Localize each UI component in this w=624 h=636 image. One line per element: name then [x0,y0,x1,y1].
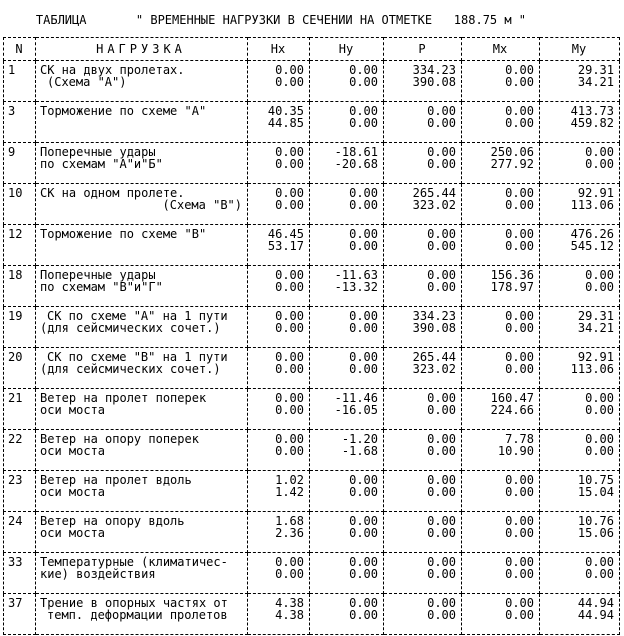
value-hy: 0.00 [349,186,378,200]
value-hy: -20.68 [334,157,378,171]
header-name: НАГРУЗКА [36,38,248,61]
table-header-row [4,38,620,61]
row-load-name [36,389,248,430]
cell-hx [248,61,310,102]
table-caption [7,2,526,38]
value-p: 0.00 [427,596,456,610]
header-my: My [540,38,620,61]
value-hy: 0.00 [349,526,378,540]
value-hy: -16.05 [334,403,378,417]
cell-mx [462,61,540,102]
value-hx: 0.00 [275,555,304,569]
value-mx: 0.00 [505,514,534,528]
load-name-line: оси моста [40,403,106,417]
load-name-line: Трение в опорных частях от [40,596,228,610]
cell-mx [462,143,540,184]
load-name-line [40,117,242,129]
load-name-line: Торможение по схеме "А" [40,104,207,118]
row-load-name [36,143,248,184]
cell-p [384,307,462,348]
cell-hy [310,225,384,266]
value-my: 0.00 [585,280,614,294]
cell-p [384,389,462,430]
cell-p [384,266,462,307]
value-hy: 0.00 [349,473,378,487]
load-name-line: (Схема "В") [162,198,242,212]
value-mx: 250.06 [490,145,534,159]
row-load-name [36,594,248,635]
cell-hy [310,184,384,225]
value-hx: 0.00 [275,63,304,77]
cell-hx [248,225,310,266]
cell-hy [310,430,384,471]
value-hx: 4.38 [275,608,304,622]
value-hy: 0.00 [349,63,378,77]
table-row [4,594,620,635]
cell-mx [462,184,540,225]
value-p: 0.00 [427,567,456,581]
cell-hx [248,512,310,553]
value-my: 10.76 [577,514,614,528]
value-hy: -18.61 [334,145,378,159]
value-p: 390.08 [412,75,456,89]
value-p: 390.08 [412,321,456,335]
value-mx: 0.00 [505,555,534,569]
value-mx: 0.00 [505,198,534,212]
value-hx: 0.00 [275,432,304,446]
header-mx: Mx [462,38,540,61]
value-p: 0.00 [427,473,456,487]
value-p: 0.00 [427,608,456,622]
value-hy: -1.68 [341,444,378,458]
value-hy: 0.00 [349,239,378,253]
value-p: 0.00 [427,227,456,241]
value-hx: 0.00 [275,75,304,89]
cell-my [540,61,620,102]
value-hy: 0.00 [349,75,378,89]
value-p: 0.00 [427,104,456,118]
cell-mx [462,348,540,389]
value-my: 15.04 [577,485,614,499]
cell-mx [462,266,540,307]
value-p: 0.00 [427,514,456,528]
value-my: 0.00 [585,555,614,569]
cell-hx [248,266,310,307]
value-hx: 1.02 [275,473,304,487]
cell-p [384,348,462,389]
cell-my [540,389,620,430]
value-mx: 10.90 [497,444,534,458]
value-my: 34.21 [577,75,614,89]
value-hx: 44.85 [267,116,304,130]
cell-p [384,594,462,635]
load-name-line: Торможение по схеме "В" [40,227,207,241]
table-row [4,307,620,348]
value-p: 0.00 [427,403,456,417]
row-number: 22 [4,430,36,471]
cell-hx [248,184,310,225]
value-my: 0.00 [585,157,614,171]
row-load-name [36,102,248,143]
value-hx: 0.00 [275,362,304,376]
value-hx: 0.00 [275,309,304,323]
table-row [4,553,620,594]
row-number: 37 [4,594,36,635]
value-mx: 0.00 [505,526,534,540]
row-load-name [36,184,248,225]
value-mx: 0.00 [505,596,534,610]
value-mx: 160.47 [490,391,534,405]
value-mx: 0.00 [505,63,534,77]
cell-hy [310,594,384,635]
row-load-name [36,348,248,389]
value-my: 0.00 [585,268,614,282]
value-mx: 0.00 [505,608,534,622]
load-name-line: Поперечные удары [40,145,156,159]
value-hx: 1.42 [275,485,304,499]
value-my: 0.00 [585,145,614,159]
cell-mx [462,512,540,553]
cell-my [540,184,620,225]
cell-p [384,225,462,266]
row-load-name [36,512,248,553]
value-my: 29.31 [577,309,614,323]
cell-p [384,553,462,594]
value-mx: 224.66 [490,403,534,417]
caption-label: ТАБЛИЦА [35,13,87,27]
row-number: 20 [4,348,36,389]
row-number: 21 [4,389,36,430]
load-name-line: Температурные (климатичес- [40,555,228,569]
cell-my [540,348,620,389]
value-hx: 0.00 [275,268,304,282]
cell-my [540,512,620,553]
value-hx: 46.45 [267,227,304,241]
cell-hx [248,553,310,594]
value-p: 0.00 [427,555,456,569]
cell-hx [248,307,310,348]
value-hx: 0.00 [275,321,304,335]
cell-mx [462,307,540,348]
table-row [4,512,620,553]
value-my: 113.06 [570,198,614,212]
value-my: 44.94 [577,596,614,610]
cell-hx [248,102,310,143]
value-my: 545.12 [570,239,614,253]
row-number: 23 [4,471,36,512]
header-p: P [384,38,462,61]
row-load-name [36,61,248,102]
cell-hy [310,307,384,348]
value-mx: 0.00 [505,473,534,487]
row-load-name [36,553,248,594]
value-hx: 0.00 [275,145,304,159]
load-name-line: (Схема "А") [47,75,127,89]
load-name-line: оси моста [40,526,106,540]
row-load-name [36,225,248,266]
cell-my [540,307,620,348]
value-mx: 0.00 [505,227,534,241]
value-hx: 0.00 [275,350,304,364]
load-name-line: СК по схеме "В" на 1 пути [47,350,228,364]
value-my: 0.00 [585,567,614,581]
value-p: 0.00 [427,157,456,171]
cell-hy [310,143,384,184]
table-row [4,389,620,430]
value-p: 0.00 [427,391,456,405]
load-name-line: Ветер на опору поперек [40,432,199,446]
value-my: 92.91 [577,350,614,364]
cell-p [384,102,462,143]
value-my: 44.94 [577,608,614,622]
value-hy: 0.00 [349,567,378,581]
cell-mx [462,430,540,471]
value-my: 34.21 [577,321,614,335]
cell-p [384,143,462,184]
value-hy: -11.46 [334,391,378,405]
value-hy: 0.00 [349,555,378,569]
value-p: 323.02 [412,198,456,212]
cell-mx [462,225,540,266]
value-mx: 0.00 [505,239,534,253]
cell-mx [462,389,540,430]
value-my: 0.00 [585,391,614,405]
cell-my [540,225,620,266]
row-load-name [36,307,248,348]
value-hy: -11.63 [334,268,378,282]
value-mx: 0.00 [505,186,534,200]
cell-hx [248,389,310,430]
value-mx: 0.00 [505,116,534,130]
header-hy: Hy [310,38,384,61]
value-mx: 277.92 [490,157,534,171]
load-name-line: по схемам "А"и"Б" [40,157,163,171]
load-name-line: по схемам "В"и"Г" [40,280,163,294]
value-hy: 0.00 [349,116,378,130]
value-p: 0.00 [427,145,456,159]
value-hy: 0.00 [349,608,378,622]
value-mx: 0.00 [505,75,534,89]
value-hx: 0.00 [275,403,304,417]
cell-hx [248,348,310,389]
value-hy: 0.00 [349,362,378,376]
value-hy: 0.00 [349,104,378,118]
value-hy: 0.00 [349,309,378,323]
row-number: 12 [4,225,36,266]
cell-p [384,184,462,225]
value-hx: 0.00 [275,157,304,171]
value-hy: 0.00 [349,227,378,241]
value-mx: 0.00 [505,309,534,323]
value-mx: 0.00 [505,350,534,364]
value-p: 334.23 [412,63,456,77]
value-mx: 178.97 [490,280,534,294]
table-row [4,102,620,143]
value-mx: 0.00 [505,104,534,118]
value-hx: 0.00 [275,186,304,200]
row-number: 19 [4,307,36,348]
table-row [4,266,620,307]
row-number: 10 [4,184,36,225]
value-hy: -1.20 [341,432,378,446]
cell-p [384,512,462,553]
row-load-name [36,266,248,307]
value-my: 413.73 [570,104,614,118]
cell-my [540,143,620,184]
value-hy: 0.00 [349,198,378,212]
loads-table [3,37,620,635]
load-name-line: оси моста [40,444,106,458]
cell-hy [310,348,384,389]
value-p: 0.00 [427,444,456,458]
caption-title: " ВРЕМЕННЫЕ НАГРУЗКИ В СЕЧЕНИИ НА ОТМЕТКЕ 188.75 м " [135,13,527,27]
value-hy: 0.00 [349,596,378,610]
value-mx: 0.00 [505,362,534,376]
row-number: 1 [4,61,36,102]
value-hx: 2.36 [275,526,304,540]
value-hy: 0.00 [349,321,378,335]
cell-mx [462,594,540,635]
cell-hy [310,266,384,307]
table-row [4,471,620,512]
load-name-line: (для сейсмических сочет.) [40,321,221,335]
load-name-line: кие) воздействия [40,567,156,581]
value-my: 29.31 [577,63,614,77]
value-p: 0.00 [427,268,456,282]
value-hx: 4.38 [275,596,304,610]
value-mx: 0.00 [505,485,534,499]
cell-hy [310,389,384,430]
value-p: 323.02 [412,362,456,376]
value-p: 0.00 [427,432,456,446]
value-mx: 7.78 [505,432,534,446]
load-name-line: Ветер на пролет вдоль [40,473,192,487]
value-hx: 53.17 [267,239,304,253]
load-name-line: СК на двух пролетах. [40,63,185,77]
value-hx: 0.00 [275,280,304,294]
value-my: 15.06 [577,526,614,540]
value-my: 10.75 [577,473,614,487]
load-name-line: Ветер на пролет поперек [40,391,207,405]
table-row [4,348,620,389]
value-hx: 0.00 [275,567,304,581]
cell-mx [462,102,540,143]
cell-my [540,102,620,143]
cell-hy [310,61,384,102]
cell-hy [310,553,384,594]
row-load-name [36,471,248,512]
row-number: 3 [4,102,36,143]
value-p: 265.44 [412,186,456,200]
load-name-line: СК на одном пролете. [40,186,185,200]
load-name-line: темп. деформации пролетов [47,608,228,622]
cell-hx [248,143,310,184]
value-hx: 40.35 [267,104,304,118]
value-hx: 0.00 [275,391,304,405]
load-name-line [40,240,242,252]
value-p: 0.00 [427,280,456,294]
load-name-line: СК по схеме "А" на 1 пути [47,309,228,323]
value-p: 0.00 [427,526,456,540]
value-p: 0.00 [427,485,456,499]
cell-mx [462,471,540,512]
cell-p [384,61,462,102]
cell-my [540,430,620,471]
row-number: 33 [4,553,36,594]
value-hx: 1.68 [275,514,304,528]
load-name-line: Поперечные удары [40,268,156,282]
value-p: 0.00 [427,116,456,130]
value-p: 334.23 [412,309,456,323]
cell-my [540,594,620,635]
row-number: 18 [4,266,36,307]
row-number: 9 [4,143,36,184]
load-name-line: Ветер на опору вдоль [40,514,185,528]
table-row [4,61,620,102]
header-hx: Hx [248,38,310,61]
cell-p [384,430,462,471]
cell-my [540,553,620,594]
row-number: 24 [4,512,36,553]
cell-hy [310,471,384,512]
value-hy: 0.00 [349,485,378,499]
value-my: 476.26 [570,227,614,241]
value-my: 459.82 [570,116,614,130]
value-my: 0.00 [585,432,614,446]
table-row [4,225,620,266]
value-my: 0.00 [585,403,614,417]
row-load-name [36,430,248,471]
cell-hy [310,102,384,143]
load-name-line: (для сейсмических сочет.) [40,362,221,376]
value-my: 0.00 [585,444,614,458]
value-mx: 156.36 [490,268,534,282]
value-hx: 0.00 [275,198,304,212]
value-p: 265.44 [412,350,456,364]
value-hy: 0.00 [349,514,378,528]
cell-hy [310,512,384,553]
value-p: 0.00 [427,239,456,253]
cell-my [540,471,620,512]
value-my: 113.06 [570,362,614,376]
table-row [4,184,620,225]
table-body [4,61,620,635]
cell-hx [248,471,310,512]
value-mx: 0.00 [505,567,534,581]
value-hy: 0.00 [349,350,378,364]
cell-hx [248,594,310,635]
value-hx: 0.00 [275,444,304,458]
value-hy: -13.32 [334,280,378,294]
table-row [4,430,620,471]
cell-hx [248,430,310,471]
cell-my [540,266,620,307]
cell-mx [462,553,540,594]
value-mx: 0.00 [505,321,534,335]
value-my: 92.91 [577,186,614,200]
header-num: N [4,38,36,61]
table-row [4,143,620,184]
cell-p [384,471,462,512]
load-name-line: оси моста [40,485,106,499]
